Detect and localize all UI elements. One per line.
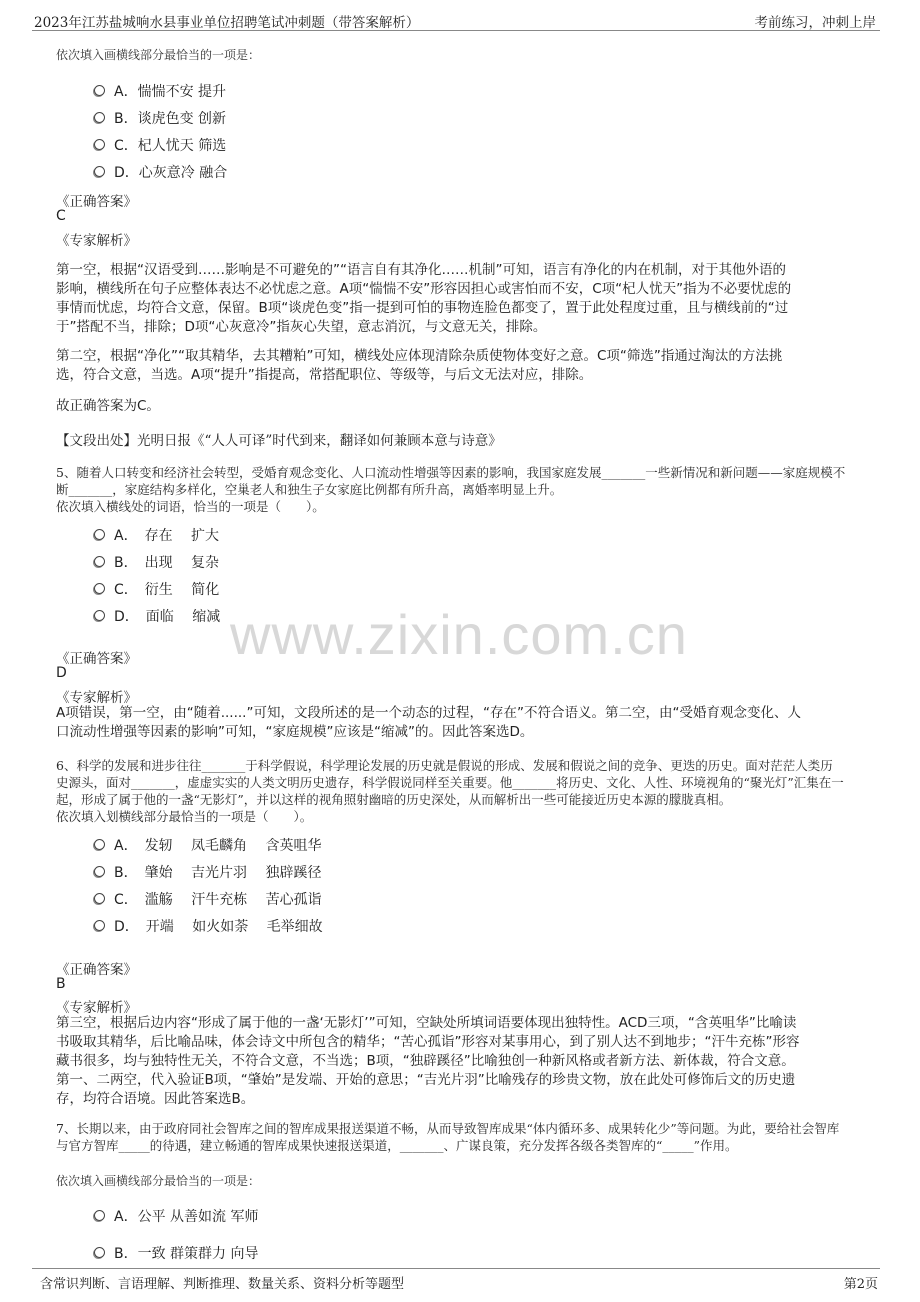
q6-answer: B xyxy=(56,976,66,992)
q4-analysis-para2: 第二空，根据“净化”“取其精华，去其糟粕”可知，横线处应体现清除杂质使物体变好之意。C项“筛选”指通过淘汰的方法挑 选，符合文意，当选。A项“提升”指提高，常搭配职位、等级等，与后文无法对应，排除。 xyxy=(56,348,783,383)
q5-analysis-label: 《专家解析》 xyxy=(56,690,137,706)
page-footer xyxy=(32,1268,880,1293)
q5-answer: D xyxy=(56,665,67,681)
q6-stem: 6、科学的发展和进步往往_______于科学假说，科学理论发展的历史就是假说的形成、发展和假说之间的竞争、更迭的历史。面对茫茫人类历 史源头，面对_______，虚虚实实的人类文明历史遗存，科学假说同样至关重要。他_______将历史、文化、人性、环境视角的“聚光灯”汇集在一 起，形成了属于他的一盏“无影灯”，并以这样的视角照射幽暗的历史深处，从而解析出一些可能接近历史本源的朦胧真相。 依次填入划横线部分最恰当的一项是（ ）。 xyxy=(56,758,844,824)
q5-answer-label: 《正确答案》 xyxy=(56,651,137,667)
q4-analysis-para1: 第一空，根据“汉语受到……影响是不可避免的”“语言自有其净化……机制”可知，语言有净化的内在机制，对于其他外语的 影响，横线所在句子应整体表达不必忧虑之意。A项“惴惴不安”形容因担心或害怕而不安，C项“杞人忧天”指为不必要忧虑的 事情而忧虑，均符合文意，保留。B项“谈虎色变”指一提到可怕的事物连脸色都变了，置于此处程度过重，且与横线前的“过 于”搭配不当，排除；D项“心灰意冷”指灰心失望，意志消沉，与文意无关，排除。 xyxy=(56,262,792,335)
q4-source: 【文段出处】光明日报《“人人可译”时代到来，翻译如何兼顾本意与诗意》 xyxy=(56,433,502,449)
q4-conclusion: 故正确答案为C。 xyxy=(56,398,160,414)
radio-icon[interactable] xyxy=(94,556,105,567)
header-slogan: 考前练习，冲刺上岸 xyxy=(754,15,876,31)
radio-icon[interactable] xyxy=(94,139,105,150)
page-header xyxy=(32,8,880,31)
q4-analysis-label: 《专家解析》 xyxy=(56,233,137,249)
q6-analysis: 第三空，根据后边内容“形成了属于他的一盏‘无影灯’”可知，空缺处所填词语要体现出独特性。ACD三项，“含英咀华”比喻读 书吸取其精华，后比喻品味，体会诗文中所包含的精华；“苦心孤诣”形容对某事用心，到了别人达不到地步；“汗牛充栋”形容 藏书很多，均与独特性无关，不符合文意，不当选；B项，“独辟蹊径”比喻独创一种新风格或者新方法、新体裁，符合文意。 第一、二两空，代入验证B项，“肇始”是发端、开始的意思；“吉光片羽”比喻残存的珍贵文物，放在此处可修饰后文的历史遗 存，均符合语境。因此答案选B。 xyxy=(56,1015,800,1107)
radio-icon[interactable] xyxy=(94,1247,105,1258)
footer-description: 含常识判断、言语理解、判断推理、数量关系、资料分析等题型 xyxy=(40,1277,405,1292)
radio-icon[interactable] xyxy=(94,866,105,877)
q7-stem: 7、长期以来，由于政府同社会智库之间的智库成果报送渠道不畅，从而导致智库成果“体内循环多、成果转化少”等问题。为此，要给社会智库 与官方智库_____的待遇，建立畅通的智库成果快速报送渠道，_______、广谋良策，充分发挥各级各类智库的“_____”作用。 xyxy=(56,1121,840,1153)
radio-icon[interactable] xyxy=(94,1210,105,1221)
q6-analysis-label: 《专家解析》 xyxy=(56,1000,137,1016)
radio-icon[interactable] xyxy=(94,166,105,177)
q7-prompt: 依次填入画横线部分最恰当的一项是： xyxy=(56,1174,261,1188)
q4-prompt: 依次填入画横线部分最恰当的一项是： xyxy=(56,48,261,62)
header-title: 2023年江苏盐城响水县事业单位招聘笔试冲刺题（带答案解析） xyxy=(34,15,420,31)
q4-answer: C xyxy=(56,208,66,224)
radio-icon[interactable] xyxy=(94,529,105,540)
radio-icon[interactable] xyxy=(94,610,105,621)
q6-answer-label: 《正确答案》 xyxy=(56,962,137,978)
radio-icon[interactable] xyxy=(94,920,105,931)
q5-analysis: A项错误，第一空，由“随着......”可知，文段所述的是一个动态的过程，“存在”不符合语义。第二空，由“受婚育观念变化、人 口流动性增强等因素的影响”可知，“家庭规模”应该是“缩减”的。因此答案选D。 xyxy=(56,705,801,740)
q5-stem: 5、随着人口转变和经济社会转型，受婚育观念变化、人口流动性增强等因素的影响，我国家庭发展_______一些新情况和新问题——家庭规模不 断_______，家庭结构多样化，空巢老人和独生子女家庭比例都有所升高，离婚率明显上升。 依次填入横线处的词语，恰当的一项是（ ）。 xyxy=(56,465,846,514)
page-number: 第2页 xyxy=(843,1277,878,1292)
radio-icon[interactable] xyxy=(94,85,105,96)
radio-icon[interactable] xyxy=(94,112,105,123)
watermark: www.zixin.com.cn xyxy=(230,603,688,666)
radio-icon[interactable] xyxy=(94,893,105,904)
q4-answer-label: 《正确答案》 xyxy=(56,194,137,210)
radio-icon[interactable] xyxy=(94,839,105,850)
radio-icon[interactable] xyxy=(94,583,105,594)
